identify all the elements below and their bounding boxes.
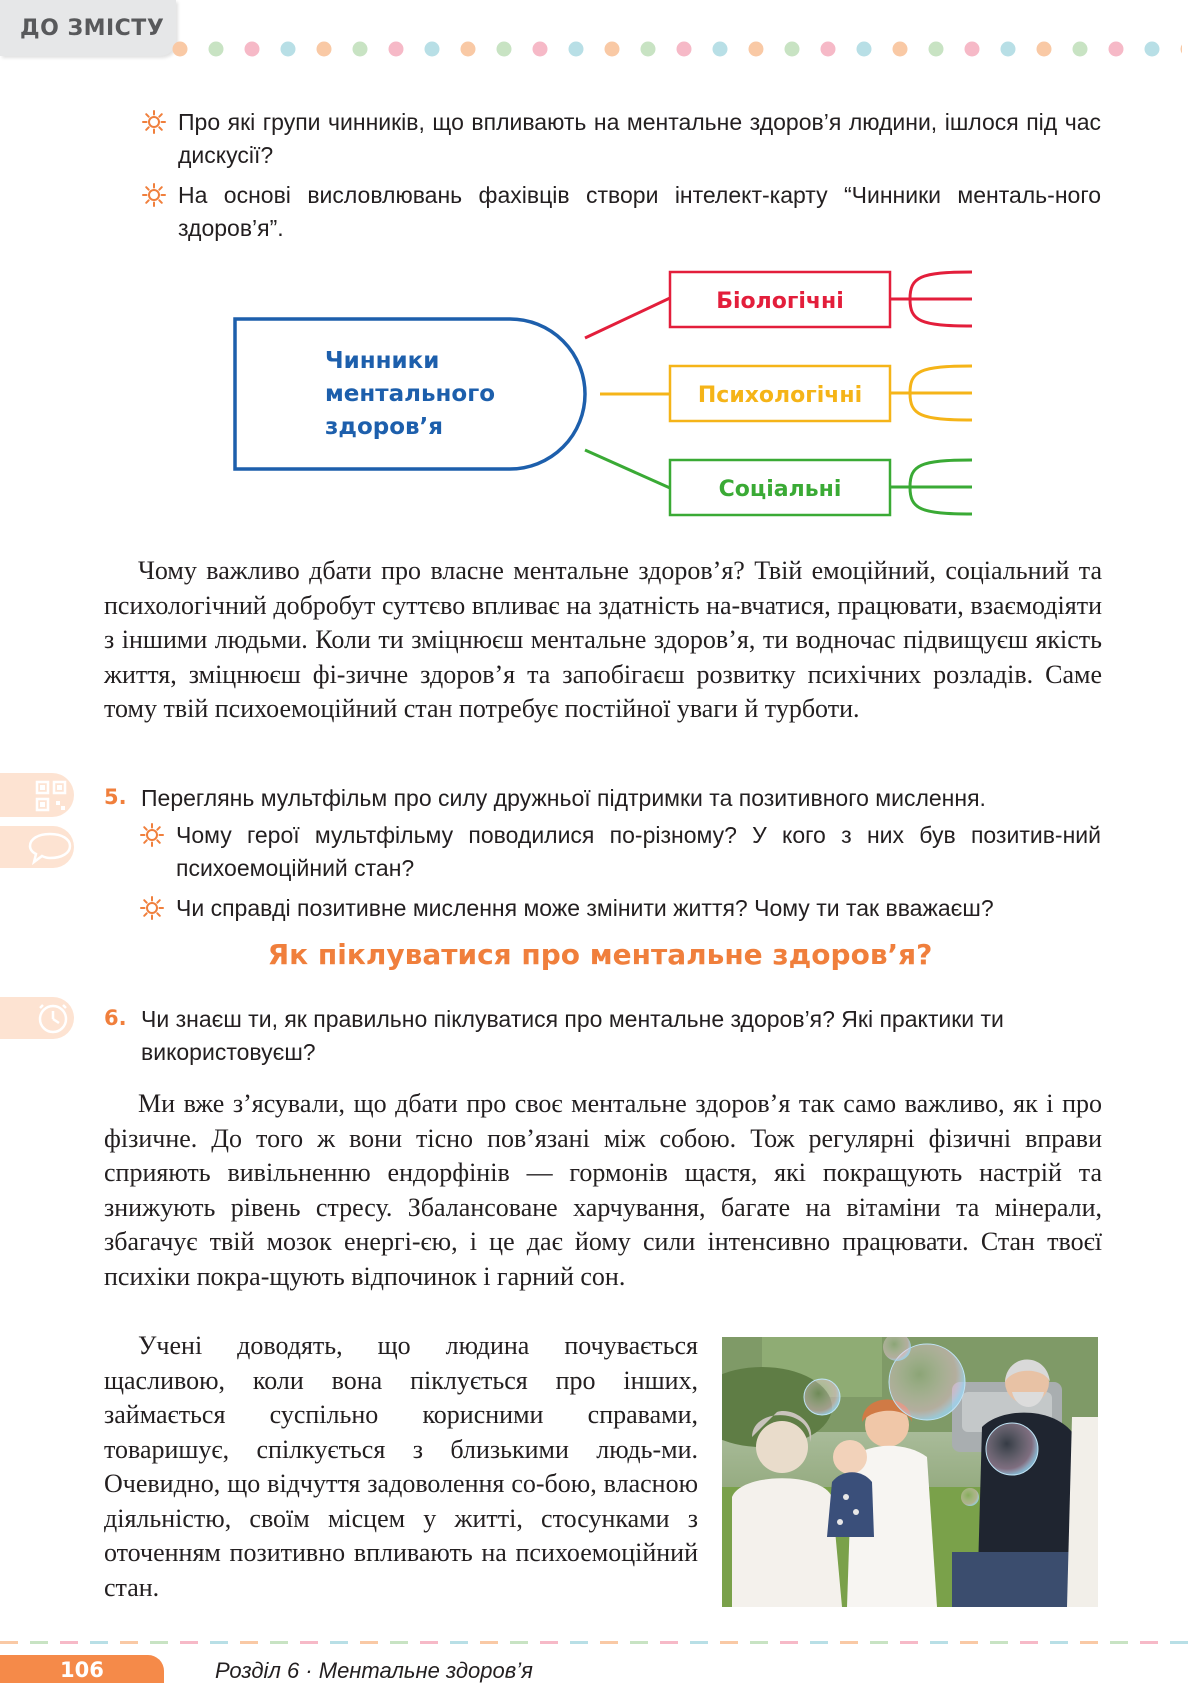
paragraph-happiness: Учені доводять, що людина почувається щасливою, коли вона піклується про інших, займається суспільно корисними справами, товаришує, спілкується з близькими людь-ми. Очевидно, що відчуття задоволення со-бою, власною діяльністю, своїм місцем у житті, стосунками з оточенням позитивно впливають на психоемоційний стан. [104, 1331, 698, 1602]
intro-bullet-2 [178, 179, 1101, 245]
family-photo [722, 1337, 1098, 1607]
sun-bullet-icon [140, 896, 164, 920]
center-line-3: здоров’я [325, 414, 444, 440]
decorative-dot [317, 42, 332, 57]
decorative-dot [1073, 42, 1088, 57]
decorative-dash [120, 1641, 138, 1644]
task-5-number: 5. [104, 785, 127, 809]
paragraph-importance: Чому важливо дбати про власне ментальне здоров’я? Твій емоційний, соціальний та психологічний добробут суттєво впливає на здатність на-вчатися, працювати, взаємодіяти з іншими людьми. Коли ти зміцнюєш ментальне здоров’я, ти водночас підвищуєш якість життя, зміцнюєш фі-зичне здоров’я та запобігаєш розвитку психічних розладів. Саме тому твій психоемоційний стан потребує постійної уваги й турботи. [104, 556, 1102, 723]
fork-social [890, 460, 972, 514]
decorative-dot [785, 42, 800, 57]
sun-bullet-icon [142, 183, 166, 207]
task-5-bullet-2 [176, 892, 1101, 925]
decorative-dot [281, 42, 296, 57]
decorative-dash [30, 1641, 48, 1644]
decorative-dash [1050, 1641, 1068, 1644]
bullet-text: Чому герої мультфільму поводилися по-різному? У кого з них був позитив-ний психоемоційний стан? [176, 822, 1101, 881]
decorative-dash [810, 1641, 828, 1644]
decorative-dot [353, 42, 368, 57]
decorative-dot [209, 42, 224, 57]
page-number: 106 [0, 1655, 164, 1683]
decorative-dot [713, 42, 728, 57]
bullet-text: Про які групи чинників, що впливають на ментальне здоров’я людини, ішлося під час дискусії? [178, 109, 1101, 168]
decorative-dot [389, 42, 404, 57]
decorative-dash [90, 1641, 108, 1644]
decorative-dot [965, 42, 980, 57]
decorative-dash [570, 1641, 588, 1644]
task-5-text: Переглянь мультфільм про силу дружньої підтримки та позитивного мислення. [141, 785, 986, 811]
decorative-dash [600, 1641, 618, 1644]
decorative-dash [840, 1641, 858, 1644]
decorative-dash [420, 1641, 438, 1644]
node-social-label: Соціальні [718, 477, 842, 502]
decorative-dot-row [172, 40, 1182, 60]
decorative-dot [893, 42, 908, 57]
paragraph-physical-health: Ми вже з’ясували, що дбати про своє ментальне здоров’я так само важливо, як і про фізичне. До того ж вони тісно пов’язані між собою. Тож регулярні фізичні вправи сприяють вивільненню ендорфінів — гормонів щастя, які покращують настрій та знижують рівень стресу. Збалансоване харчування, багате на вітаміни та мінерали, збагачує твій мозок енергі-єю, і це дає йому сили інтенсивно працювати. Стан твоєї психіки покра-щують відпочинок і гарний сон. [104, 1089, 1102, 1291]
qr-code-icon [0, 773, 74, 817]
decorative-dash [270, 1641, 288, 1644]
decorative-dot [1001, 42, 1016, 57]
decorative-dash [360, 1641, 378, 1644]
fork-psychological [890, 366, 972, 420]
decorative-dash [990, 1641, 1008, 1644]
bullet-text: На основі висловлювань фахівців створи інтелект-карту “Чинники менталь-ного здоров’я”. [178, 182, 1101, 241]
decorative-dot [749, 42, 764, 57]
decorative-dash [1140, 1641, 1158, 1644]
decorative-dash [1170, 1641, 1188, 1644]
decorative-dash [540, 1641, 558, 1644]
decorative-dash [450, 1641, 468, 1644]
decorative-dash [660, 1641, 678, 1644]
bullet-text: Чи справді позитивне мислення може змінити життя? Чому ти так вважаєш? [176, 895, 994, 921]
center-line-1: Чинники [325, 348, 440, 374]
decorative-dot [173, 42, 188, 57]
decorative-dot [1037, 42, 1052, 57]
decorative-dash [870, 1641, 888, 1644]
decorative-dash [510, 1641, 528, 1644]
running-title: Розділ 6 · Ментальне здоров’я [215, 1658, 533, 1683]
decorative-dot [1181, 42, 1183, 57]
decorative-dash [150, 1641, 168, 1644]
decorative-dot [641, 42, 656, 57]
decorative-dot [605, 42, 620, 57]
connector-social [585, 450, 670, 488]
decorative-dot [569, 42, 584, 57]
decorative-dot [245, 42, 260, 57]
section-heading: Як піклуватися про ментальне здоров’я? [267, 938, 933, 971]
decorative-dot [461, 42, 476, 57]
decorative-dash [960, 1641, 978, 1644]
decorative-dash [930, 1641, 948, 1644]
decorative-dash [720, 1641, 738, 1644]
task-6-text: Чи знаєш ти, як правильно піклуватися про ментальне здоров’я? Які практики ти використовуєш? [141, 1006, 1004, 1065]
decorative-dash [210, 1641, 228, 1644]
decorative-dash-rule [0, 1640, 1190, 1646]
decorative-dash [690, 1641, 708, 1644]
speech-bubble-icon [0, 826, 74, 868]
sun-bullet-icon [140, 823, 164, 847]
decorative-dot [857, 42, 872, 57]
stopwatch-icon [0, 997, 74, 1039]
fork-biological [890, 272, 972, 326]
task-6-number: 6. [104, 1006, 127, 1030]
mind-map [230, 262, 980, 532]
decorative-dot [497, 42, 512, 57]
decorative-dash [180, 1641, 198, 1644]
connector-biological [585, 298, 670, 338]
decorative-dot [425, 42, 440, 57]
decorative-dot [1109, 42, 1124, 57]
decorative-dash [300, 1641, 318, 1644]
decorative-dash [390, 1641, 408, 1644]
timer-tab[interactable] [0, 997, 74, 1039]
qr-tab[interactable] [0, 773, 74, 817]
decorative-dot [677, 42, 692, 57]
node-biological-label: Біологічні [716, 289, 844, 314]
decorative-dash [1110, 1641, 1128, 1644]
decorative-dash [780, 1641, 798, 1644]
decorative-dot [821, 42, 836, 57]
task-5-bullet-1 [176, 819, 1101, 885]
decorative-dot [929, 42, 944, 57]
decorative-dash [240, 1641, 258, 1644]
toc-button[interactable]: ДО ЗМІСТУ [0, 0, 176, 56]
decorative-dash [480, 1641, 498, 1644]
decorative-dash [0, 1641, 18, 1644]
discussion-tab[interactable] [0, 826, 74, 868]
decorative-dash [60, 1641, 78, 1644]
decorative-dash [750, 1641, 768, 1644]
sun-bullet-icon [142, 110, 166, 134]
decorative-dot [1145, 42, 1160, 57]
decorative-dash [900, 1641, 918, 1644]
center-line-2: ментального [325, 381, 496, 407]
decorative-dot [533, 42, 548, 57]
decorative-dash [1020, 1641, 1038, 1644]
decorative-dash [330, 1641, 348, 1644]
intro-bullet-1 [178, 106, 1101, 172]
node-psychological-label: Психологічні [697, 383, 863, 408]
decorative-dash [630, 1641, 648, 1644]
decorative-dash [1080, 1641, 1098, 1644]
